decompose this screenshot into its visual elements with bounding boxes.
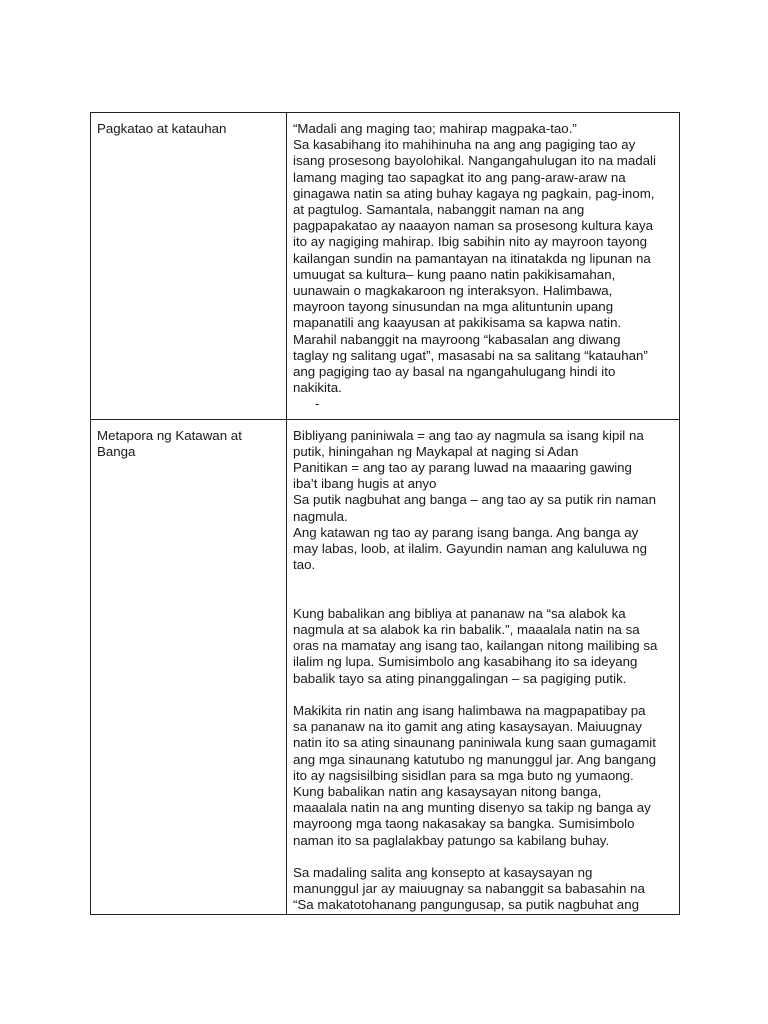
text-line: umuugat sa kultura– kung paano natin pakikisamahan, [293, 266, 616, 282]
text-line: oras na mamatay ang isang tao, kailangan nitong mailibing sa [293, 638, 658, 654]
text-line: Sa putik nagbuhat ang banga – ang tao ay sa putik rin naman [293, 492, 656, 508]
text-line: ilalim ng lupa. Sumisimbolo ang kasabihang ito sa ideyang [293, 654, 638, 670]
blank-line [293, 590, 675, 606]
row-term-cell [91, 419, 287, 914]
row-term: Metapora ng Katawan at [97, 427, 242, 443]
row-term: Pagkatao at katauhan [97, 121, 227, 136]
content-table [90, 112, 680, 915]
text-line: may labas, loob, at ilalim. Gayundin naman ang kaluluwa ng [293, 541, 648, 557]
text-line: Ang katawan ng tao ay parang isang banga. Ang banga ay [293, 524, 639, 540]
text-line: naman ito sa paglalakbay patungo sa kabilang buhay. [293, 832, 610, 848]
row-term: Banga [97, 443, 136, 459]
row-description-cell [287, 419, 680, 914]
blank-line [293, 849, 675, 865]
text-line: ito ay nagsisilbing sisidlan para sa mga buto ng yumaong. [293, 767, 634, 783]
text-line: sa pananaw na ito gamit ang ating kasaysayan. Maiuugnay [293, 719, 642, 735]
text-line: Marahil nabanggit na mayroong “kabasalan ang diwang [293, 331, 621, 347]
text-line: maaalala natin na ang munting disenyo sa takip ng banga ay [293, 800, 651, 816]
bullet-dash: - [315, 396, 320, 412]
text-line: kailangan sundin na pamantayan na itinatakda ng lipunan na [293, 250, 651, 266]
text-line: Kung babalikan natin ang kasaysayan nitong banga, [293, 784, 602, 800]
text-line: mayroong mga taong nakasakay sa bangka. Sumisimbolo [293, 816, 635, 832]
text-line: nagmula at sa alabok ka rin babalik.”, maaalala natin na sa [293, 622, 640, 638]
text-line: ito ay nagiging mahirap. Ibig sabihin nito ay mayroon tayong [293, 234, 648, 250]
text-line: putik, hiningahan ng Maykapal at naging si Adan [293, 443, 579, 459]
text-line: Sa kasabihang ito mahihinuha na ang ang pagiging tao ay [293, 137, 636, 153]
text-line: Panitikan = ang tao ay parang luwad na maaaring gawing [293, 460, 632, 476]
text-line: pagpapakatao ay naaayon naman sa prosesong kultura kaya [293, 218, 654, 234]
text-line: Bibliyang paniniwala = ang tao ay nagmula sa isang kipil na [293, 427, 644, 443]
table-row-metapora [91, 419, 680, 914]
text-line: natin ito sa ating sinaunang paniniwala kung saan gumagamit [293, 735, 656, 751]
blank-line [293, 687, 675, 703]
text-line: lamang maging tao sapagkat ito ang pang-araw-araw na [293, 169, 626, 185]
text-line: nagmula. [293, 508, 348, 524]
text-line: “Sa makatotohanang pangungusap, sa putik nagbuhat ang [293, 897, 639, 913]
text-line: taglay ng salitang ugat”, masasabi na sa salitang “katauhan” [293, 347, 648, 363]
text-line: manunggul jar ay maiuugnay sa nabanggit sa babasahin na [293, 881, 645, 897]
text-line: mayroon tayong sinusundan na mga alituntunin upang [293, 299, 614, 315]
text-line: “Madali ang maging tao; mahirap magpaka-tao.” [293, 121, 577, 136]
table-row-pagkatao [91, 113, 680, 420]
text-line: ang pagiging tao ay basal na ngangahulugang hindi ito [293, 364, 616, 380]
text-line: Kung babalikan ang bibliya at pananaw na “sa alabok ka [293, 605, 626, 621]
text-line: uunawain o magkakaroon ng interaksyon. Halimbawa, [293, 283, 613, 299]
text-line: at pagtulog. Samantala, nabanggit naman na ang [293, 202, 585, 218]
text-line: nakikita. [293, 380, 342, 396]
text-line: ginagawa natin sa ating buhay kagaya ng pagkain, pag-inom, [293, 185, 655, 201]
row-description-cell [287, 113, 680, 420]
text-line: ang mga sinaunang katutubo ng manunggul jar. Ang bangang [293, 751, 657, 767]
text-line: Makikita rin natin ang isang halimbawa na magpapatibay pa [293, 703, 646, 719]
text-line: tao. [293, 557, 316, 573]
text-line: mapanatili ang kaayusan at pakikisama sa kapwa natin. [293, 315, 622, 331]
text-line: babalik tayo sa ating pinanggalingan – sa pagiging putik. [293, 670, 627, 686]
text-line: iba’t ibang hugis at anyo [293, 476, 437, 492]
row-term-cell [91, 113, 287, 420]
text-line: Sa madaling salita ang konsepto at kasaysayan ng [293, 865, 593, 881]
text-line: isang prosesong bayolohikal. Nangangahulugan ito na madali [293, 153, 656, 169]
blank-line [293, 573, 675, 589]
